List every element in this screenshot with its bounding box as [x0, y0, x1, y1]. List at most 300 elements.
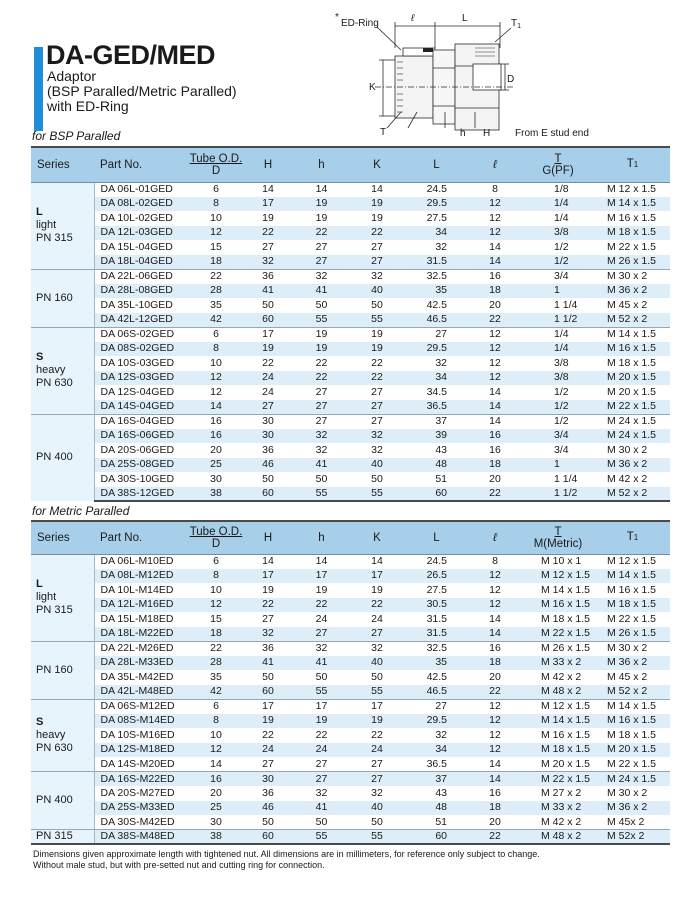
cell-L: 29.5 — [404, 714, 469, 729]
bsp-table-body — [31, 182, 670, 501]
cell-L: 35 — [404, 284, 469, 299]
cell-L: 60 — [404, 487, 469, 502]
cell-h: 19 — [293, 197, 350, 212]
cell-H: 27 — [243, 400, 293, 415]
cell-thread-T: 1 — [521, 458, 595, 473]
col-tube-od — [189, 521, 243, 554]
cell-L: 46.5 — [404, 313, 469, 328]
cell-K: 14 — [371, 555, 383, 567]
col-series: Series — [31, 521, 94, 554]
cell-thread-T1: M 22 x 1.5 — [595, 400, 670, 415]
cell-tube-od: 6 — [189, 699, 243, 714]
cell-H: 17 — [243, 197, 293, 212]
cell-thread-T1: M 12 x 1.5 — [607, 183, 657, 195]
cell-part-no: DA 22L-M26ED — [94, 641, 189, 656]
cell-part-no: DA 06L-01GED — [100, 183, 173, 195]
cell-H: 50 — [262, 815, 274, 828]
cell-h: 19 — [293, 327, 350, 342]
cell-h: 27 — [293, 255, 350, 270]
series-line: L — [36, 206, 43, 218]
cell-part-no: DA 10L-02GED — [100, 211, 173, 224]
cell-l-script: 22 — [469, 830, 521, 845]
cell-K: 19 — [350, 714, 404, 729]
cell-thread-T1: M 36 x 2 — [595, 458, 670, 473]
cell-thread-T1: M 52 x 2 — [595, 685, 670, 700]
cell-l-script: 8 — [492, 555, 498, 567]
cell-h: 41 — [293, 801, 350, 816]
cell-L: 24.5 — [426, 555, 447, 567]
col-tube-od-bottom: D — [211, 164, 221, 177]
diagram-ed-ring-label: ED-Ring — [341, 18, 379, 29]
cell-thread-T1: M 30 x 2 — [607, 443, 648, 456]
cell-L: 32.5 — [404, 269, 469, 284]
bsp-header-row — [31, 147, 670, 182]
cell-tube-od: 28 — [189, 284, 243, 299]
cell-L: 37 — [404, 772, 469, 787]
cell-h: 27 — [315, 757, 328, 770]
cell-thread-T1: M 16 x 1.5 — [595, 714, 670, 729]
cell-thread-T: M 48 x 2 — [521, 830, 595, 845]
series-line: light — [36, 219, 57, 231]
cell-thread-T1: M 24 x 1.5 — [595, 429, 670, 444]
cell-H: 19 — [243, 342, 293, 357]
cell-l-script: 14 — [469, 772, 521, 787]
cell-K: 50 — [371, 472, 383, 485]
series-line: heavy — [36, 728, 66, 741]
cell-L: 34.5 — [426, 385, 447, 398]
cell-H: 22 — [262, 728, 274, 741]
cell-l-script: 12 — [469, 743, 521, 758]
col-part-no: Part No. — [94, 521, 189, 554]
cell-H: 27 — [262, 757, 274, 770]
cell-tube-od: 25 — [189, 801, 243, 816]
table-row — [31, 356, 670, 371]
series-cell — [31, 699, 94, 772]
cell-L: 34 — [404, 371, 469, 386]
col-L: L — [404, 521, 469, 554]
cell-thread-T1: M 45 x 2 — [607, 670, 648, 683]
cell-tube-od: 10 — [210, 728, 222, 741]
table-row — [31, 728, 670, 743]
cell-part-no: DA 20S-06GED — [100, 443, 175, 456]
cell-thread-T1: M 18 x 1.5 — [607, 356, 657, 369]
series-line: PN 630 — [36, 377, 73, 389]
cell-thread-T1: M 16 x 1.5 — [607, 583, 657, 596]
cell-H: 17 — [243, 569, 293, 584]
cell-thread-T1: M 24 x 1.5 — [595, 772, 670, 787]
cell-thread-T1: M 18 x 1.5 — [595, 598, 670, 613]
cell-tube-od: 30 — [210, 472, 222, 485]
diagram-h-label: h — [460, 128, 466, 139]
cell-thread-T: M 18 x 1.5 — [521, 743, 595, 758]
cell-K: 40 — [350, 458, 404, 473]
table-row — [31, 458, 670, 473]
cell-H: 30 — [243, 429, 293, 444]
cell-h: 14 — [315, 183, 328, 195]
table-row — [31, 313, 670, 328]
cell-L: 32 — [435, 728, 447, 741]
cell-H: 17 — [243, 327, 293, 342]
cell-l-script: 20 — [489, 670, 501, 683]
cell-H: 60 — [243, 313, 293, 328]
series-line: PN 400 — [36, 794, 73, 806]
footnote: Without male stud, but with pre-setted nut and cutting ring for connection. — [33, 860, 325, 870]
cell-tube-od: 15 — [210, 612, 222, 625]
cell-thread-T: 3/8 — [521, 226, 595, 241]
cell-part-no: DA 28L-M33ED — [94, 656, 189, 671]
col-l-script: ℓ — [469, 521, 521, 554]
table-row — [31, 612, 670, 627]
cell-L: 29.5 — [404, 197, 469, 212]
cell-thread-T: 1/2 — [554, 385, 569, 398]
cell-tube-od: 12 — [189, 598, 243, 613]
cell-tube-od: 12 — [210, 385, 222, 398]
cell-thread-T: M 22 x 1.5 — [521, 772, 595, 787]
diagram-l-script-label: ℓ — [411, 13, 415, 24]
cell-K: 40 — [350, 284, 404, 299]
col-tube-od — [189, 147, 243, 182]
series-cell — [31, 269, 94, 327]
cell-K: 22 — [371, 356, 383, 369]
metric-section-label: for Metric Paralled — [32, 504, 130, 518]
diagram-D-label: D — [507, 74, 515, 85]
table-row — [31, 641, 670, 656]
cell-h: 22 — [293, 598, 350, 613]
cell-K: 19 — [350, 327, 404, 342]
cell-h: 22 — [315, 356, 328, 369]
cell-K: 19 — [350, 342, 404, 357]
col-thread-T-top: T — [554, 152, 562, 165]
cell-h: 22 — [293, 226, 350, 241]
cell-H: 46 — [243, 801, 293, 816]
cell-H: 32 — [243, 627, 293, 642]
cell-K: 27 — [350, 255, 404, 270]
cell-h: 41 — [293, 458, 350, 473]
cell-L: 51 — [435, 472, 447, 485]
cell-l-script: 14 — [469, 627, 521, 642]
col-thread-T1 — [595, 521, 670, 554]
cell-K: 55 — [350, 313, 404, 328]
cell-part-no: DA 16S-06GED — [94, 429, 189, 444]
cell-thread-T: 3/4 — [521, 269, 595, 284]
table-row — [31, 226, 670, 241]
cell-thread-T1: M 36 x 2 — [595, 284, 670, 299]
series-line: PN 315 — [36, 830, 73, 842]
col-thread-T-bottom: G(PF) — [542, 164, 574, 177]
cell-h: 27 — [293, 414, 350, 429]
cell-l-script: 20 — [489, 815, 501, 828]
cell-part-no: DA 30S-M42ED — [100, 815, 175, 828]
cell-thread-T1: M 45x 2 — [607, 815, 645, 828]
cell-h: 22 — [293, 371, 350, 386]
cell-h: 50 — [315, 298, 328, 311]
table-row — [31, 598, 670, 613]
cell-thread-T1: M 30 x 2 — [595, 269, 670, 284]
cell-tube-od: 14 — [210, 757, 222, 770]
col-thread-T1-sub: 1 — [633, 160, 639, 170]
bsp-section-label: for BSP Paralled — [32, 129, 121, 143]
cell-h: 32 — [315, 786, 328, 799]
cell-h: 32 — [293, 429, 350, 444]
cell-L: 27 — [404, 699, 469, 714]
diagram-T1-label — [511, 18, 521, 30]
cell-l-script: 12 — [489, 211, 501, 224]
cell-thread-T: M 16 x 1.5 — [541, 728, 591, 741]
cell-thread-T: 1/4 — [521, 327, 595, 342]
subtitle-line: Adaptor — [47, 68, 97, 84]
cell-thread-T: M 42 x 2 — [541, 815, 582, 828]
table-row — [31, 801, 670, 816]
footnote: Dimensions given approximate length with tightened nut. All dimensions are in millimeters, for reference only subject to change. — [33, 849, 540, 859]
cell-thread-T1: M 22 x 1.5 — [607, 240, 657, 253]
cell-H: 50 — [262, 670, 274, 683]
cell-thread-T: 1/2 — [521, 414, 595, 429]
cell-h: 27 — [293, 627, 350, 642]
cell-part-no: DA 42L-12GED — [94, 313, 189, 328]
cell-K: 22 — [350, 226, 404, 241]
cell-tube-od: 6 — [213, 183, 219, 195]
cell-h: 50 — [315, 815, 328, 828]
cell-L: 51 — [435, 815, 447, 828]
cell-part-no: DA 14S-04GED — [94, 400, 189, 415]
cell-K: 55 — [350, 487, 404, 502]
cell-h: 19 — [315, 211, 328, 224]
cell-tube-od: 35 — [210, 670, 222, 683]
cell-l-script: 12 — [469, 226, 521, 241]
cell-thread-T1: M 22 x 1.5 — [607, 612, 657, 625]
cell-thread-T1: M 42 x 2 — [607, 472, 648, 485]
cell-H: 17 — [243, 699, 293, 714]
cell-thread-T1: M 24 x 1.5 — [595, 414, 670, 429]
cell-part-no: DA 10S-03GED — [100, 356, 175, 369]
col-thread-T — [521, 521, 595, 554]
cell-K: 27 — [350, 400, 404, 415]
table-row — [31, 255, 670, 270]
cell-thread-T: M 14 x 1.5 — [541, 583, 591, 596]
cell-tube-od: 28 — [189, 656, 243, 671]
table-row — [31, 554, 670, 569]
table-row — [31, 583, 670, 598]
series-line: L — [36, 578, 43, 590]
cell-tube-od: 10 — [210, 211, 222, 224]
series-line: light — [36, 591, 57, 603]
cell-part-no: DA 10L-M14ED — [100, 583, 174, 596]
cell-H: 60 — [243, 685, 293, 700]
cell-h: 17 — [293, 699, 350, 714]
cell-tube-od: 35 — [210, 298, 222, 311]
cell-thread-T1: M 26 x 1.5 — [595, 255, 670, 270]
subtitle-line: with ED-Ring — [47, 98, 129, 114]
cell-K: 27 — [371, 757, 383, 770]
cell-L: 34 — [404, 226, 469, 241]
col-K: K — [350, 521, 404, 554]
series-line: PN 160 — [36, 291, 73, 304]
cell-thread-T: 1/2 — [554, 240, 569, 253]
cell-L: 26.5 — [404, 569, 469, 584]
cell-thread-T: 1 1/2 — [521, 313, 595, 328]
cell-H: 60 — [243, 830, 293, 845]
cell-part-no: DA 08L-02GED — [94, 197, 189, 212]
cell-H: 30 — [243, 772, 293, 787]
series-cell — [31, 414, 94, 501]
cell-L: 42.5 — [426, 670, 447, 683]
cell-h: 32 — [293, 641, 350, 656]
table-row — [31, 656, 670, 671]
cell-L: 43 — [435, 786, 447, 799]
series-cell — [31, 327, 94, 414]
cell-thread-T1: M 30 x 2 — [607, 786, 648, 799]
cell-h: 19 — [293, 714, 350, 729]
cell-l-script: 20 — [489, 472, 501, 485]
cell-part-no: DA 08S-M14ED — [94, 714, 189, 729]
cell-H: 14 — [262, 183, 274, 195]
cell-thread-T1: M 26 x 1.5 — [595, 627, 670, 642]
cell-h: 24 — [293, 743, 350, 758]
cell-part-no: DA 06S-M12ED — [94, 699, 189, 714]
cell-thread-T1: M 36 x 2 — [595, 801, 670, 816]
cell-h: 50 — [315, 670, 328, 683]
cell-tube-od: 18 — [189, 255, 243, 270]
table-row — [31, 182, 670, 197]
cell-K: 55 — [350, 685, 404, 700]
cell-thread-T1: M 14 x 1.5 — [595, 327, 670, 342]
cell-thread-T: 1/4 — [521, 197, 595, 212]
metric-table-body — [31, 554, 670, 844]
table-row — [31, 627, 670, 642]
cell-l-script: 8 — [492, 183, 498, 195]
cell-part-no: DA 18L-04GED — [94, 255, 189, 270]
cell-K: 32 — [350, 269, 404, 284]
cell-tube-od: 12 — [189, 226, 243, 241]
cell-tube-od: 12 — [189, 371, 243, 386]
cell-K: 27 — [371, 240, 383, 253]
cell-l-script: 12 — [489, 728, 501, 741]
cell-thread-T1: M 18 x 1.5 — [595, 226, 670, 241]
cell-h: 24 — [315, 612, 328, 625]
cell-L: 48 — [404, 801, 469, 816]
cell-tube-od: 8 — [189, 197, 243, 212]
cell-tube-od: 42 — [189, 313, 243, 328]
col-thread-T1-main: T — [626, 158, 634, 171]
cell-part-no: DA 15L-M18ED — [100, 612, 174, 625]
series-cell — [31, 554, 94, 641]
table-row — [31, 472, 670, 487]
table-row — [31, 211, 670, 226]
cell-l-script: 14 — [489, 240, 501, 253]
subtitle-line: (BSP Paralled/Metric Paralled) — [47, 83, 237, 99]
cell-L: 36.5 — [404, 400, 469, 415]
cell-thread-T: M 27 x 2 — [541, 786, 582, 799]
cell-tube-od: 6 — [189, 327, 243, 342]
cell-part-no: DA 06S-02GED — [94, 327, 189, 342]
ed-ring-mark — [423, 48, 433, 52]
cell-L: 42.5 — [426, 298, 447, 311]
series-line: PN 315 — [36, 604, 73, 616]
cell-thread-T: M 16 x 1.5 — [521, 598, 595, 613]
cell-l-script: 22 — [469, 313, 521, 328]
cell-l-script: 22 — [469, 487, 521, 502]
cell-thread-T: M 42 x 2 — [541, 670, 582, 683]
cell-L: 37 — [404, 414, 469, 429]
cell-H: 36 — [262, 786, 274, 799]
cell-thread-T1: M 52x 2 — [595, 830, 670, 845]
cell-h: 41 — [293, 656, 350, 671]
cell-K: 50 — [371, 815, 383, 828]
cell-part-no: DA 38S-12GED — [94, 487, 189, 502]
cell-H: 27 — [262, 240, 274, 253]
cell-thread-T: M 12 x 1.5 — [521, 699, 595, 714]
cell-L: 32 — [435, 240, 447, 253]
footnotes — [33, 849, 540, 871]
table-row — [31, 757, 670, 772]
col-tube-od-bottom: D — [211, 537, 221, 550]
cell-l-script: 16 — [469, 641, 521, 656]
table-row — [31, 772, 670, 787]
cell-part-no: DA 08S-02GED — [94, 342, 189, 357]
cell-L: 32.5 — [404, 641, 469, 656]
cell-K: 17 — [350, 699, 404, 714]
cell-thread-T: 1 1/4 — [554, 298, 578, 311]
cell-tube-od: 15 — [210, 240, 222, 253]
diagram-star: * — [335, 12, 339, 23]
cell-l-script: 12 — [469, 699, 521, 714]
cell-H: 24 — [243, 371, 293, 386]
cell-h: 32 — [315, 443, 328, 456]
cell-K: 32 — [371, 786, 383, 799]
cell-l-script: 14 — [469, 255, 521, 270]
cell-part-no: DA 30S-10GED — [100, 472, 175, 485]
cell-tube-od: 16 — [189, 429, 243, 444]
cell-part-no: DA 35L-10GED — [100, 298, 173, 311]
cell-part-no: DA 16S-04GED — [94, 414, 189, 429]
col-l-script: ℓ — [469, 147, 521, 182]
cell-h: 27 — [293, 400, 350, 415]
cell-thread-T: M 48 x 2 — [521, 685, 595, 700]
cell-K: 22 — [350, 371, 404, 386]
cell-L: 32 — [435, 356, 447, 369]
col-h: h — [293, 147, 350, 182]
cell-thread-T: 1 1/2 — [521, 487, 595, 502]
cell-K: 14 — [371, 183, 383, 195]
cell-tube-od: 30 — [210, 815, 222, 828]
cell-thread-T: 1/2 — [521, 400, 595, 415]
series-line: heavy — [36, 364, 66, 376]
cell-l-script: 12 — [489, 356, 501, 369]
table-row — [31, 240, 670, 255]
table-row — [31, 385, 670, 400]
cell-part-no: DA 22L-06GED — [94, 269, 189, 284]
diagram-T1-sub: 1 — [517, 23, 522, 30]
table-row — [31, 400, 670, 415]
series-line: PN 400 — [36, 451, 73, 464]
cell-H: 36 — [243, 641, 293, 656]
table-row — [31, 685, 670, 700]
cell-K: 19 — [350, 197, 404, 212]
diagram-L-label: L — [462, 13, 468, 24]
cell-H: 19 — [262, 211, 274, 224]
cell-H: 46 — [243, 458, 293, 473]
cell-thread-T1: M 20 x 1.5 — [595, 371, 670, 386]
cell-part-no: DA 12S-03GED — [94, 371, 189, 386]
cell-thread-T1: M 30 x 2 — [595, 641, 670, 656]
cell-h: 19 — [315, 583, 328, 596]
col-H: H — [243, 521, 293, 554]
cell-h: 17 — [293, 569, 350, 584]
cell-H: 27 — [262, 612, 274, 625]
cell-thread-T: 1/8 — [554, 183, 569, 195]
table-row — [31, 815, 670, 830]
cell-thread-T: 1 — [521, 284, 595, 299]
